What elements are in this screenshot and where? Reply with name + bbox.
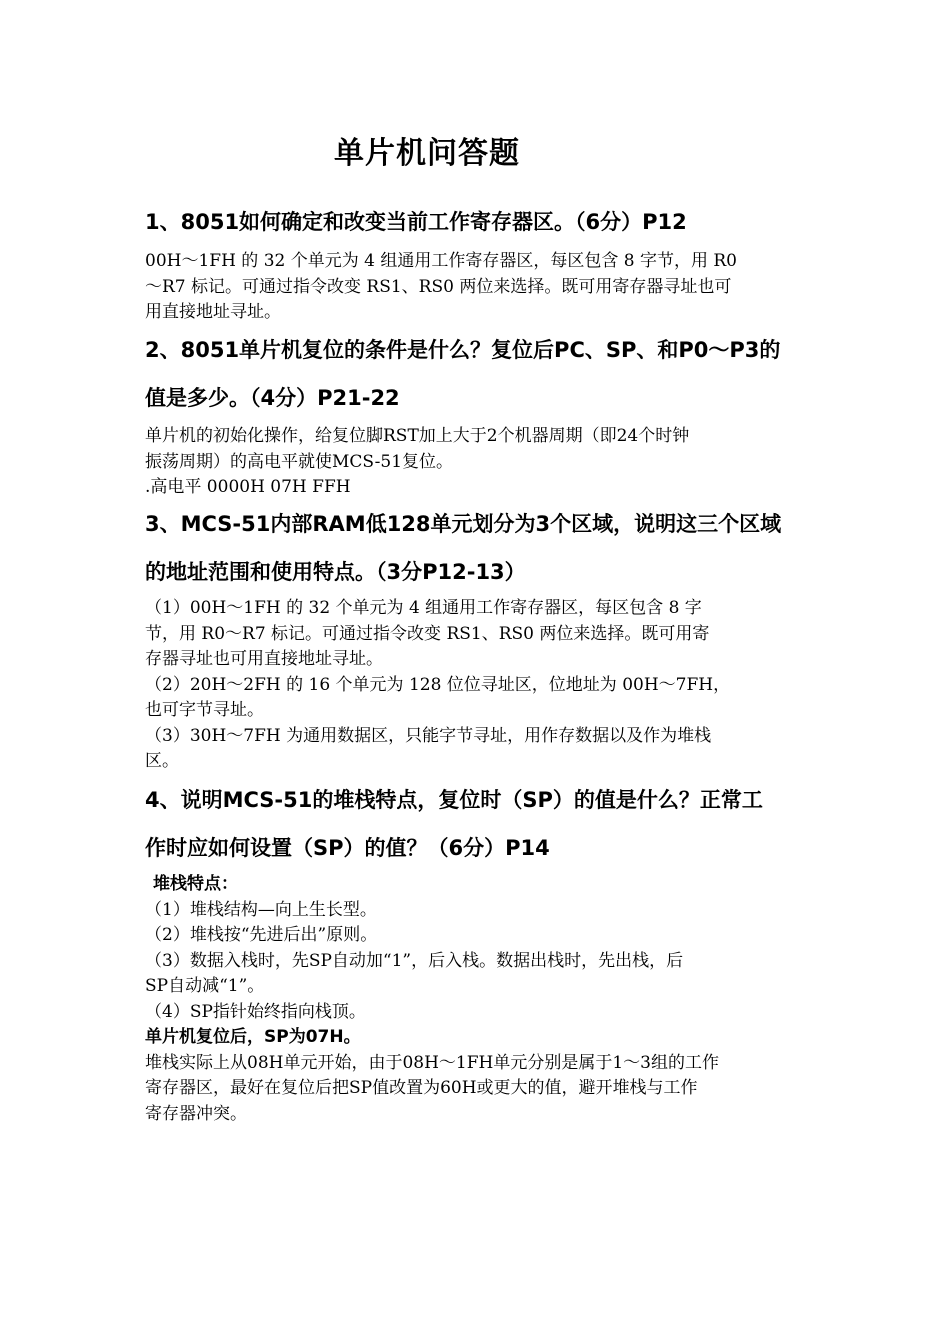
stack-features-heading: 堆栈特点： <box>153 874 238 894</box>
question-3 <box>145 500 810 596</box>
stack-point: （4）SP指针始终指向栈顶。 <box>145 1001 366 1022</box>
question-1: 1、8051如何确定和改变当前工作寄存器区。（6分）P12 <box>145 210 687 234</box>
answer-3 <box>145 596 810 775</box>
stack-point: SP自动减“1”。 <box>145 976 265 996</box>
answer-3-line: （2）20H～2FH 的 16 个单元为 128 位位寻址区，位地址为 00H～7FH， <box>145 674 731 695</box>
answer-2 <box>145 424 810 501</box>
question-2-line: 值是多少。（4分）P21-22 <box>145 386 400 410</box>
reset-sp-line: 单片机复位后，SP为07H。 <box>145 1027 361 1047</box>
conclusion-line: 堆栈实际上从08H单元开始，由于08H～1FH单元分别是属于1～3组的工作 <box>145 1052 719 1073</box>
answer-3-line: 也可字节寻址。 <box>145 700 264 720</box>
question-4-line: 作时应如何设置（SP）的值？（6分）P14 <box>145 836 550 860</box>
question-2 <box>145 326 810 422</box>
answer-3-line: 节，用 R0～R7 标记。可通过指令改变 RS1、RS0 两位来选择。既可用寄 <box>145 623 710 644</box>
answer-4 <box>145 872 810 1127</box>
answer-1-line: 用直接地址寻址。 <box>145 302 281 322</box>
page-title: 单片机问答题 <box>334 136 520 171</box>
conclusion-line: 寄存器冲突。 <box>145 1103 247 1124</box>
question-4 <box>145 776 810 872</box>
question-2-line: 2、8051单片机复位的条件是什么？复位后PC、SP、和P0～P3的 <box>145 338 781 362</box>
stack-point: （3）数据入栈时，先SP自动加“1”，后入栈。数据出栈时，先出栈，后 <box>145 950 684 971</box>
conclusion-line: 寄存器区，最好在复位后把SP值改置为60H或更大的值，避开堆栈与工作 <box>145 1078 698 1098</box>
answer-2-line: 单片机的初始化操作，给复位脚RST加上大于2个机器周期（即24个时钟 <box>145 426 690 446</box>
answer-1-line: ～R7 标记。可通过指令改变 RS1、RS0 两位来选择。既可用寄存器寻址也可 <box>145 276 732 297</box>
answer-3-line: 区。 <box>145 751 179 771</box>
answer-3-line: （1）00H～1FH 的 32 个单元为 4 组通用工作寄存器区，每区包含 8 字 <box>145 598 702 618</box>
answer-2-line: .高电平 0000H 07H FFH <box>145 477 351 497</box>
question-3-line: 的地址范围和使用特点。（3分P12-13） <box>145 560 526 584</box>
question-4-line: 4、说明MCS-51的堆栈特点，复位时（SP）的值是什么？正常工 <box>145 788 763 812</box>
stack-point: （1）堆栈结构—向上生长型。 <box>145 899 377 920</box>
question-3-line: 3、MCS-51内部RAM低128单元划分为3个区域，说明这三个区域 <box>145 512 782 536</box>
answer-3-line: 存器寻址也可用直接地址寻址。 <box>145 649 383 669</box>
answer-1 <box>145 249 810 326</box>
stack-point: （2）堆栈按“先进后出”原则。 <box>145 925 378 945</box>
answer-1-line: 00H～1FH 的 32 个单元为 4 组通用工作寄存器区，每区包含 8 字节，用 R0 <box>145 251 738 271</box>
answer-3-line: （3）30H～7FH 为通用数据区，只能字节寻址，用作存数据以及作为堆栈 <box>145 725 712 746</box>
answer-2-line: 振荡周期）的高电平就使MCS-51复位。 <box>145 451 454 472</box>
